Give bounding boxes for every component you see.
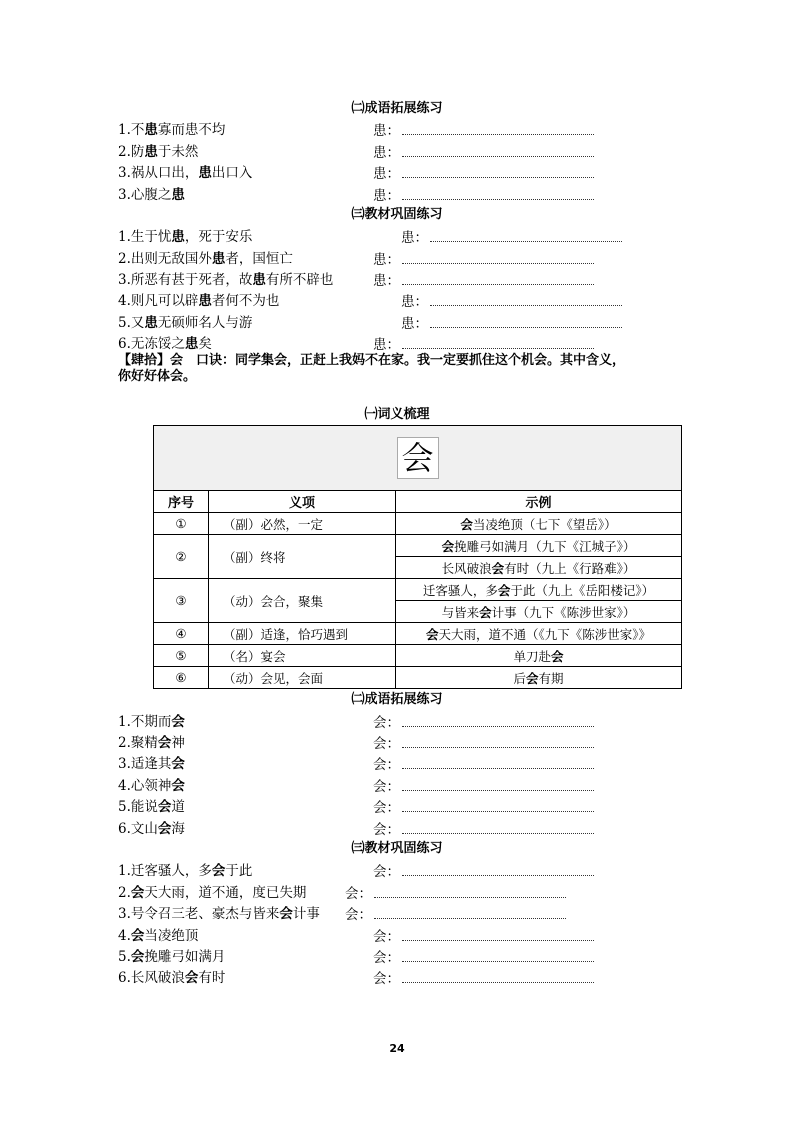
row-example: 单刀赴会 xyxy=(396,645,682,667)
answer-blank[interactable] xyxy=(402,334,594,349)
list-item: 2.防患于未然 患： xyxy=(118,142,718,162)
list-item: 3.祸从口出，患出口入 患： xyxy=(118,163,718,183)
section-title-idiom-2: ㈡成语拓展练习 xyxy=(351,692,443,707)
row-index: ⑥ xyxy=(154,667,209,689)
list-item: 5.会挽雕弓如满月 会： xyxy=(118,947,718,967)
list-item: 2.聚精会神 会： xyxy=(118,733,718,753)
table-row xyxy=(154,535,682,557)
list-item: 2.出则无敌国外患者，国恒亡 患： xyxy=(118,249,718,269)
row-meaning: （名）宴会 xyxy=(209,645,396,667)
answer-blank[interactable] xyxy=(402,776,594,791)
list-item: 3.所恶有甚于死者，故患有所不辟也 患： xyxy=(118,270,718,290)
row-index: ② xyxy=(154,535,209,579)
char-header-cell xyxy=(154,426,682,491)
list-item: 2.会天大雨，道不通，度已失期 会： xyxy=(118,883,718,903)
list-item: 1.迁客骚人，多会于此 会： xyxy=(118,861,718,881)
header-meaning: 义项 xyxy=(209,491,396,513)
headword-char: 会 xyxy=(397,437,439,479)
section-title-textbook-2: ㈢教材巩固练习 xyxy=(351,841,443,856)
answer-blank[interactable] xyxy=(430,227,622,242)
list-item: 1.生于忧患，死于安乐 患： xyxy=(118,227,718,247)
list-item: 4.心领神会 会： xyxy=(118,776,718,796)
table-row xyxy=(154,579,682,601)
answer-blank[interactable] xyxy=(430,313,622,328)
mnemonic-line-2: 你好好体会。 xyxy=(118,369,197,384)
table-row xyxy=(154,623,682,645)
answer-blank[interactable] xyxy=(430,291,622,306)
section-title-textbook-1: ㈢教材巩固练习 xyxy=(351,207,443,222)
row-example: 与皆来会计事（九下《陈涉世家》） xyxy=(396,601,682,623)
answer-blank[interactable] xyxy=(402,754,594,769)
list-item: 6.文山会海 会： xyxy=(118,819,718,839)
row-example: 会天大雨，道不通（《九下《陈涉世家》》 xyxy=(396,623,682,645)
row-example: 迁客骚人，多会于此（九上《岳阳楼记》） xyxy=(396,579,682,601)
list-item: 1.不期而会 会： xyxy=(118,712,718,732)
header-example: 示例 xyxy=(396,491,682,513)
row-index: ④ xyxy=(154,623,209,645)
row-meaning: （动）会见，会面 xyxy=(209,667,396,689)
row-index: ① xyxy=(154,513,209,535)
answer-blank[interactable] xyxy=(402,142,594,157)
row-meaning: （副）必然，一定 xyxy=(209,513,396,535)
row-example: 后会有期 xyxy=(396,667,682,689)
answer-blank[interactable] xyxy=(402,861,594,876)
list-item: 4.会当凌绝顶 会： xyxy=(118,926,718,946)
answer-blank[interactable] xyxy=(402,270,594,285)
mnemonic-line-1: 【肆拾】会 口诀：同学集会，正赶上我妈不在家。我一定要抓住这个机会。其中含义， xyxy=(118,353,626,368)
answer-blank[interactable] xyxy=(402,733,594,748)
answer-blank[interactable] xyxy=(402,185,594,200)
answer-blank[interactable] xyxy=(374,883,566,898)
list-item: 4.则凡可以辟患者何不为也 患： xyxy=(118,291,718,311)
row-meaning: （动）会合，聚集 xyxy=(209,579,396,623)
table-row xyxy=(154,645,682,667)
table-row xyxy=(154,513,682,535)
answer-blank[interactable] xyxy=(402,797,594,812)
answer-blank[interactable] xyxy=(402,968,594,983)
list-item: 6.长风破浪会有时 会： xyxy=(118,968,718,988)
header-index: 序号 xyxy=(154,491,209,513)
answer-blank[interactable] xyxy=(402,163,594,178)
row-example: 长风破浪会有时（九上《行路难》） xyxy=(396,557,682,579)
list-item: 3.号令召三老、豪杰与皆来会计事 会： xyxy=(118,904,718,924)
row-meaning: （副）终将 xyxy=(209,535,396,579)
list-item: 5.能说会道 会： xyxy=(118,797,718,817)
answer-blank[interactable] xyxy=(402,120,594,135)
row-index: ⑤ xyxy=(154,645,209,667)
row-index: ③ xyxy=(154,579,209,623)
table-row xyxy=(154,667,682,689)
list-item: 5.又患无硕师名人与游 患： xyxy=(118,313,718,333)
answer-blank[interactable] xyxy=(402,926,594,941)
list-item: 3.适逢其会 会： xyxy=(118,754,718,774)
row-meaning: （副）适逢，恰巧遇到 xyxy=(209,623,396,645)
row-example: 会挽雕弓如满月（九下《江城子》） xyxy=(396,535,682,557)
row-example: 会当凌绝顶（七下《望岳》） xyxy=(396,513,682,535)
answer-blank[interactable] xyxy=(402,249,594,264)
answer-blank[interactable] xyxy=(374,904,566,919)
answer-blank[interactable] xyxy=(402,819,594,834)
mnemonic-note xyxy=(118,353,678,385)
meaning-table xyxy=(153,425,682,689)
section-title-idiom-1: ㈡成语拓展练习 xyxy=(351,101,443,116)
list-item: 1.不患寡而患不均 患： xyxy=(118,120,718,140)
answer-blank[interactable] xyxy=(402,712,594,727)
answer-blank[interactable] xyxy=(402,947,594,962)
list-item: 6.无冻馁之患矣 患： xyxy=(118,334,718,354)
section-title-meanings: ㈠词义梳理 xyxy=(364,407,430,422)
page-number: 24 xyxy=(389,1042,405,1055)
list-item: 3.心腹之患 患： xyxy=(118,185,718,205)
